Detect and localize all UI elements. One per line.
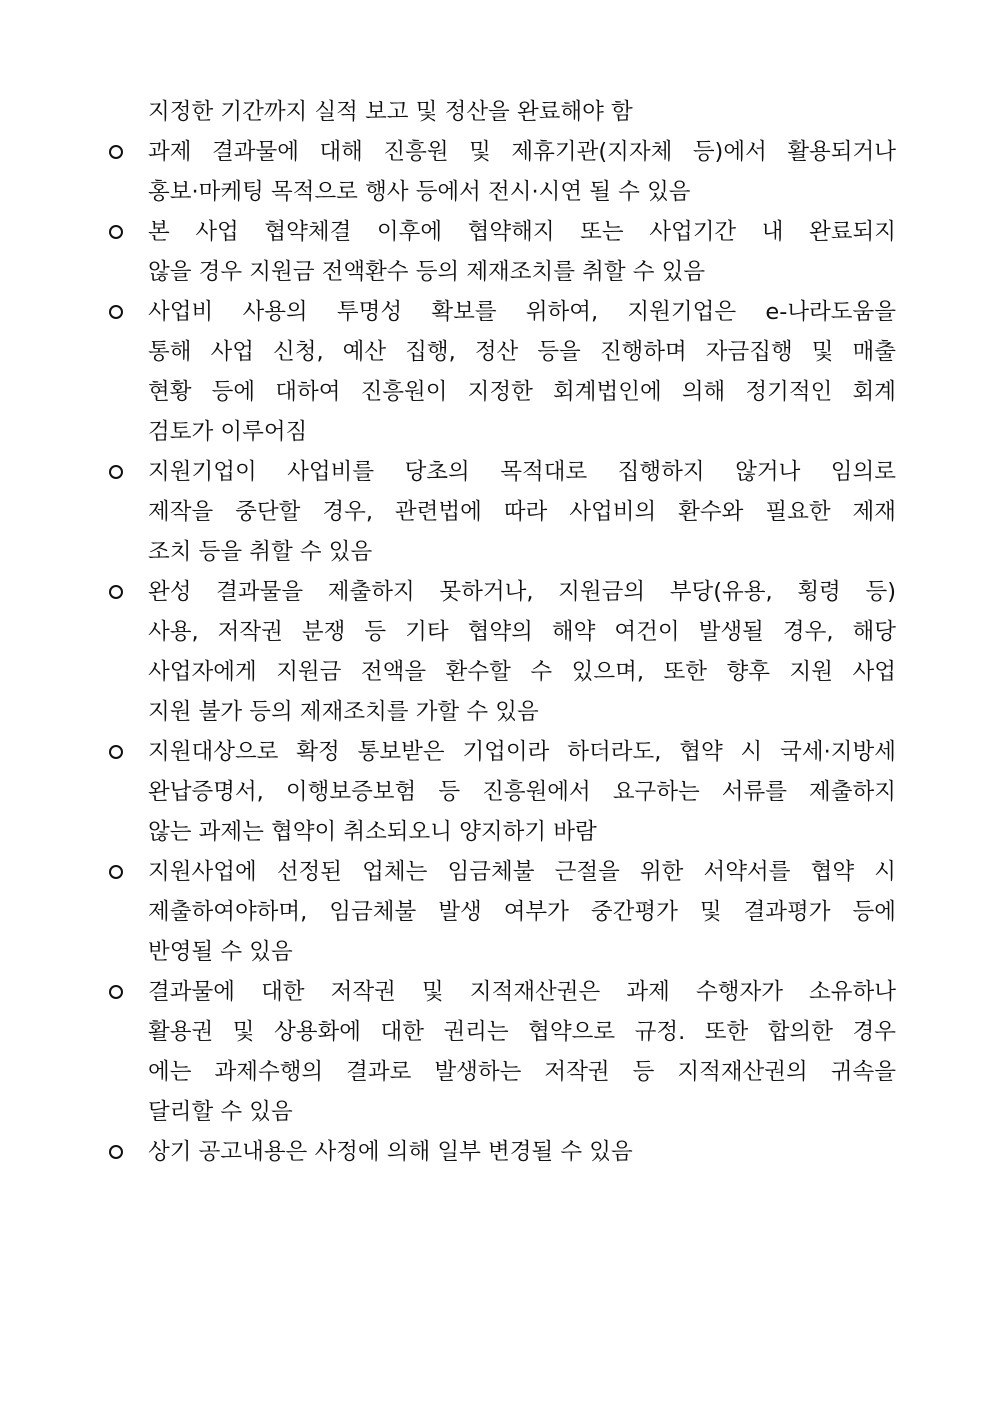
- notice-list: [108, 92, 896, 1172]
- list-item-line: 과제 결과물에 대해 진흥원 및 제휴기관(지자체 등)에서 활용되거나: [148, 139, 896, 165]
- list-item-line: 현황 등에 대하여 진흥원이 지정한 회계법인에 의해 정기적인 회계: [148, 379, 896, 405]
- hollow-circle-icon: [108, 572, 148, 612]
- list-item-line: 사용, 저작권 분쟁 등 기타 협약의 해약 여건이 발생될 경우, 해당: [148, 619, 896, 645]
- list-item-line: 제출하여야하며, 임금체불 발생 여부가 중간평가 및 결과평가 등에: [148, 899, 896, 925]
- list-item-line: 상기 공고내용은 사정에 의해 일부 변경될 수 있음: [148, 1139, 633, 1165]
- hollow-circle-icon: [108, 852, 148, 892]
- list-item: [108, 292, 896, 452]
- list-item: [108, 732, 896, 852]
- list-item-line: 반영될 수 있음: [148, 939, 293, 965]
- hollow-circle-icon: [108, 732, 148, 772]
- list-item-line: 제작을 중단할 경우, 관련법에 따라 사업비의 환수와 필요한 제재: [148, 499, 896, 525]
- list-item: [108, 572, 896, 732]
- list-item-line: 본 사업 협약체결 이후에 협약해지 또는 사업기간 내 완료되지: [148, 219, 896, 245]
- list-item-line: 않는 과제는 협약이 취소되오니 양지하기 바람: [148, 819, 597, 845]
- list-item: [108, 1132, 896, 1172]
- hollow-circle-icon: [108, 212, 148, 252]
- list-item-line: 결과물에 대한 저작권 및 지적재산권은 과제 수행자가 소유하나: [148, 979, 896, 1005]
- list-item-line: 달리할 수 있음: [148, 1099, 293, 1125]
- intro-line: 지정한 기간까지 실적 보고 및 정산을 완료해야 함: [148, 99, 633, 125]
- list-item-line: 사업비 사용의 투명성 확보를 위하여, 지원기업은 e-나라도움을: [148, 299, 896, 325]
- list-item-line: 지원사업에 선정된 업체는 임금체불 근절을 위한 서약서를 협약 시: [148, 859, 896, 885]
- hollow-circle-icon: [108, 972, 148, 1012]
- list-item: [108, 212, 896, 292]
- hollow-circle-icon: [108, 452, 148, 492]
- list-item-line: 에는 과제수행의 결과로 발생하는 저작권 등 지적재산권의 귀속을: [148, 1059, 896, 1085]
- list-item-line: 조치 등을 취할 수 있음: [148, 539, 373, 565]
- list-item-line: 않을 경우 지원금 전액환수 등의 제재조치를 취할 수 있음: [148, 259, 706, 285]
- list-item-line: 지원기업이 사업비를 당초의 목적대로 집행하지 않거나 임의로: [148, 459, 896, 485]
- hollow-circle-icon: [108, 132, 148, 172]
- list-item: [108, 452, 896, 572]
- list-item-line: 통해 사업 신청, 예산 집행, 정산 등을 진행하며 자금집행 및 매출: [148, 339, 896, 365]
- hollow-circle-icon: [108, 1132, 148, 1172]
- list-item-line: 활용권 및 상용화에 대한 권리는 협약으로 규정. 또한 합의한 경우: [148, 1019, 896, 1045]
- list-item: [108, 852, 896, 972]
- list-item-line: 검토가 이루어짐: [148, 419, 308, 445]
- list-item: [108, 972, 896, 1132]
- list-item-line: 홍보·마케팅 목적으로 행사 등에서 전시·시연 될 수 있음: [148, 179, 691, 205]
- list-item-line: 완성 결과물을 제출하지 못하거나, 지원금의 부당(유용, 횡령 등): [148, 579, 896, 605]
- list-item-line: 지원 불가 등의 제재조치를 가할 수 있음: [148, 699, 539, 725]
- hollow-circle-icon: [108, 292, 148, 332]
- list-item-line: 지원대상으로 확정 통보받은 기업이라 하더라도, 협약 시 국세·지방세: [148, 739, 896, 765]
- list-item-line: 완납증명서, 이행보증보험 등 진흥원에서 요구하는 서류를 제출하지: [148, 779, 896, 805]
- list-item: [108, 132, 896, 212]
- list-item-line: 사업자에게 지원금 전액을 환수할 수 있으며, 또한 향후 지원 사업: [148, 659, 896, 685]
